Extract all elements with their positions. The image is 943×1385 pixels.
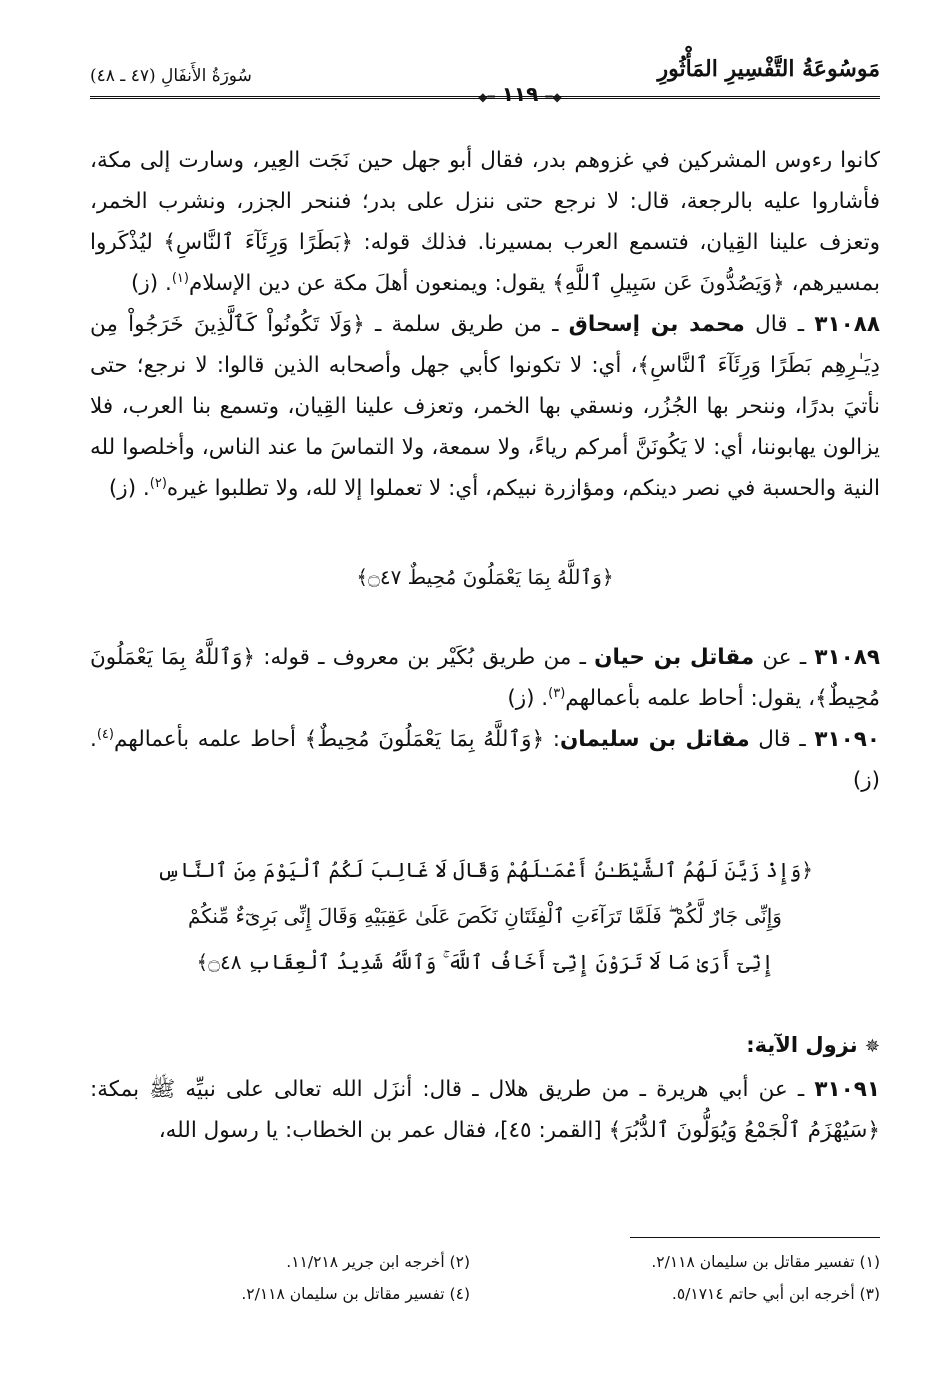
entry-number: ٣١٠٩٠ xyxy=(814,727,880,752)
main-text xyxy=(90,140,880,1151)
entry-text: ـ من طريق سلمة ـ ﴿وَلَا تَكُونُواْ كَٱلَّذِينَ خَرَجُواْ مِن دِيَـٰرِهِم بَطَرًا وَرِئَآءَ ٱلنَّاسِ﴾، أي: لا تكونوا كأبي جهل وأصحابه الذين قالوا: لا نرجع؛ حتى نأتيَ بدرًا، وننحر بها الجُزُر، ونسقي بها الخمر، وتعزف علينا القِيان، وتسمع بنا العرب، فلا يزالون يهابوننا، أي: لا يَكُونَنَّ أمركم رياءً، ولا سمعة، ولا التماسَ ما عند الناس، وأخلصوا لله النية والحسبة في نصر دينكم، ومؤازرة نبيكم، أي: لا تعملوا إلا لله، ولا تطلبوا غيره xyxy=(90,312,880,501)
spacer xyxy=(90,801,880,847)
footnote-1: (١) تفسير مقاتل بن سليمان ٢/١١٨. xyxy=(651,1253,880,1271)
entry-31089 xyxy=(90,637,880,719)
footnote-marker: (٣) xyxy=(548,685,566,701)
entry-lead: ـ قال xyxy=(758,727,806,752)
footnote-marker: (٤) xyxy=(96,726,114,742)
entry-lead: ـ عن xyxy=(762,645,807,670)
star-ornament-icon: ✵ xyxy=(864,1036,880,1057)
footnote-3: (٣) أخرجه ابن أبي حاتم ٥/١٧١٤. xyxy=(671,1285,880,1303)
entry-31091 xyxy=(90,1069,880,1151)
page-number-block xyxy=(465,82,575,106)
header-rule xyxy=(90,96,880,99)
narrator-name: مقاتل بن سليمان xyxy=(559,727,750,752)
entry-lead: ـ قال xyxy=(755,312,805,337)
footnote-2: (٢) أخرجه ابن جرير ١١/٢١٨. xyxy=(286,1253,470,1271)
entry-text: : ﴿وَٱللَّهُ بِمَا يَعْمَلُونَ مُحِيطٌ﴾ أحاط علمه بأعمالهم xyxy=(113,727,560,752)
entry-number: ٣١٠٨٨ xyxy=(814,312,880,337)
narrator-name: مقاتل بن حيان xyxy=(594,645,755,670)
entry-number: ٣١٠٩١ xyxy=(814,1077,880,1102)
surah-reference: سُورَةُ الأَنفَالِ (٤٧ ـ ٤٨) xyxy=(90,66,252,86)
entry-tail: . (ز) xyxy=(108,476,150,501)
verse-48-line-3: إِنِّىٓ أَرَىٰ مَا لَا تَرَوْنَ إِنِّىٓ أَخَافُ ٱللَّهَ ۚ وَٱللَّهُ شَدِيدُ ٱلْعِقَابِ ۝٤٨﴾ xyxy=(196,950,774,974)
paragraph-continuation xyxy=(90,140,880,304)
spacer xyxy=(90,509,880,555)
left-ornament-icon: ◆═ xyxy=(545,90,562,104)
right-ornament-icon: ═◆ xyxy=(478,90,495,104)
entry-31088 xyxy=(90,304,880,509)
book-title: مَوسُوعَةُ التَّفْسِيرِ المَأْثُورِ xyxy=(657,56,880,82)
footnote-rule xyxy=(630,1237,880,1238)
entry-tail: . (ز) xyxy=(507,686,549,711)
entry-text: ـ عن أبي هريرة ـ من طريق هلال ـ قال: أنزَل الله تعالى على نبيِّه ﷺ بمكة: ﴿سَيُهْزَمُ ٱلْجَمْعُ وَيُوَلُّونَ ٱلدُّبُرَ﴾ [القمر: ٤٥]، فقال عمر بن الخطاب: يا رسول الله، xyxy=(90,1077,880,1143)
section-heading-text: نزول الآية: xyxy=(746,1033,858,1057)
page-number: ١١٩ xyxy=(501,82,539,106)
spacer xyxy=(90,985,880,1023)
verse-47: ﴿وَٱللَّهُ بِمَا يَعْمَلُونَ مُحِيطٌ ۝٤٧﴾ xyxy=(356,565,614,589)
paragraph-text: كانوا رءوس المشركين في غزوهم بدر، فقال أبو جهل حين نَجَت العِير، وسارت إلى مكة، فأشاروا عليه بالرجعة، قال: لا نرجع حتى ننزل على بدر؛ فننحر الجزر، ونشرب الخمر، وتعزف علينا القِيان، فتسمع العرب بمسيرنا. فذلك قوله: ﴿بَطَرًا وَرِئَآءَ ٱلنَّاسِ﴾ ليُذْكَروا بمسيرهم، ﴿وَيَصُدُّونَ عَن سَبِيلِ ٱللَّهِ﴾ يقول: ويمنعون أهلَ مكة عن دين الإسلام xyxy=(90,148,880,296)
paragraph-tail: . (ز) xyxy=(130,271,172,296)
verse-48-line-1: ﴿وَإِذْ زَيَّنَ لَهُمُ ٱلشَّيْطَـٰنُ أَعْمَـٰلَهُمْ وَقَالَ لَا غَالِبَ لَكُمُ ٱلْيَوْمَ مِنَ ٱلنَّاسِ xyxy=(157,858,813,882)
section-heading xyxy=(90,1023,880,1069)
entry-tail: . (ز) xyxy=(90,727,880,793)
footnote-marker: (٢) xyxy=(149,475,167,491)
entry-text: ـ من طريق بُكَيْر بن معروف ـ قوله: ﴿وَٱللَّهُ بِمَا يَعْمَلُونَ مُحِيطٌ﴾، يقول: أحاط علمه بأعمالهم xyxy=(90,645,880,711)
entry-31090 xyxy=(90,719,880,801)
entry-number: ٣١٠٨٩ xyxy=(814,645,880,670)
verse-48-line-2: وَإِنِّى جَارٌ لَّكُمْ ۖ فَلَمَّا تَرَآءَتِ ٱلْفِئَتَانِ نَكَصَ عَلَىٰ عَقِبَيْهِ وَقَالَ إِنِّى بَرِىٓءٌ مِّنكُمْ xyxy=(188,904,782,928)
footnote-column-right xyxy=(520,1246,880,1310)
footnote-column-left xyxy=(110,1246,470,1310)
spacer xyxy=(90,599,880,637)
narrator-name: محمد بن إسحاق xyxy=(568,312,745,337)
footnote-4: (٤) تفسير مقاتل بن سليمان ٢/١١٨. xyxy=(241,1285,470,1303)
footnote-marker: (١) xyxy=(171,270,189,286)
running-header xyxy=(90,52,880,106)
